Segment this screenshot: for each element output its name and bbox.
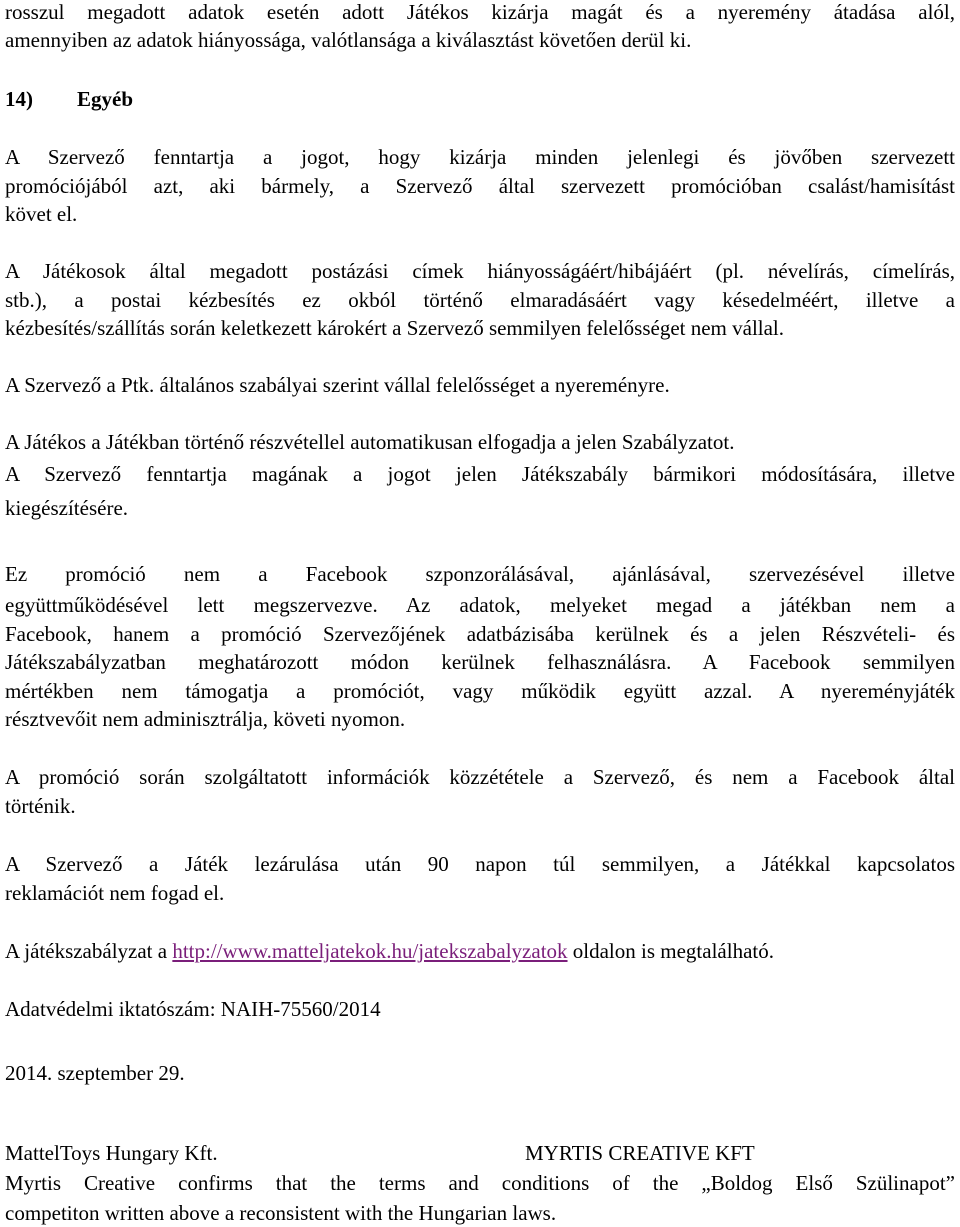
postazas-line-3: kézbesítés/szállítás során keletkezett károkért a Szervező semmilyen felelősséget nem vállal. <box>5 316 785 340</box>
link-paragraph <box>5 937 774 965</box>
facebook-line-5: mértékben nem támogatja a promóciót, vagy működik együtt azzal. A nyereményjáték <box>5 679 955 703</box>
facebook-line-3: Facebook, hanem a promóció Szervezőjének adatbázisába kerülnek és a jelen Részvételi- és <box>5 622 955 646</box>
section-number: 14) <box>5 87 33 111</box>
intro-line-2: amennyiben az adatok hiányossága, valótlansága a kiválasztást követően derül ki. <box>5 28 692 52</box>
reklamacio-line-1: A Szervező a Játék lezárulása után 90 napon túl semmilyen, a Játékkal kapcsolatos <box>5 852 955 876</box>
facebook-line-6: résztvevőit nem adminisztrálja, követi nyomon. <box>5 707 406 731</box>
informaciok-line-2: történik. <box>5 794 76 818</box>
rules-link[interactable]: http://www.matteljatekok.hu/jatekszabalyzatok <box>172 939 568 963</box>
szervezo-line-3: követ el. <box>5 202 78 226</box>
postazas-line-1: A Játékosok által megadott postázási címek hiányosságáért/hibájáért (pl. névelírás, címelírás, <box>5 259 955 283</box>
reklamacio-line-2: reklamációt nem fogad el. <box>5 881 225 905</box>
intro-line-1: rosszul megadott adatok esetén adott Játékos kizárja magát és a nyeremény átadása alól, <box>5 0 955 24</box>
link-text-after: oldalon is megtalálható. <box>567 939 774 963</box>
szervezo-line-1: A Szervező fenntartja a jogot, hogy kizárja minden jelenlegi és jövőben szervezett <box>5 145 955 169</box>
date-line: 2014. szeptember 29. <box>5 1061 185 1085</box>
facebook-line-1: Ez promóció nem a Facebook szponzorálásával, ajánlásával, szervezésével illetve <box>5 562 955 586</box>
confirm-line-2: competiton written above a reconsistent with the Hungarian laws. <box>5 1201 557 1225</box>
facebook-line-4: Játékszabályzatban meghatározott módon kerülnek felhasználásra. A Facebook semmilyen <box>5 650 955 674</box>
section-heading <box>5 85 133 113</box>
informaciok-line-1: A promóció során szolgáltatott információk közzététele a Szervező, és nem a Facebook által <box>5 765 955 789</box>
ptk-line: A Szervező a Ptk. általános szabályai szerint vállal felelősséget a nyereményre. <box>5 373 670 397</box>
signature-left: MattelToys Hungary Kft. <box>5 1141 218 1165</box>
facebook-line-2: együttműködésével lett megszervezve. Az adatok, melyeket megad a játékban nem a <box>5 593 955 617</box>
postazas-line-2: stb.), a postai kézbesítés ez okból történő elmaradásáért vagy késedelméért, illetve a <box>5 288 955 312</box>
adatvedelmi-line: Adatvédelmi iktatószám: NAIH-75560/2014 <box>5 997 381 1021</box>
signature-right: MYRTIS CREATIVE KFT <box>525 1141 755 1165</box>
section-title: Egyéb <box>77 87 134 111</box>
elfogad-line-2: A Szervező fenntartja magának a jogot jelen Játékszabály bármikori módosítására, illetve <box>5 462 955 486</box>
szervezo-line-2: promóciójából azt, aki bármely, a Szervező által szervezett promócióban csalást/hamisítást <box>5 174 955 198</box>
link-text-before: A játékszabályzat a <box>5 939 173 963</box>
elfogad-line-1: A Játékos a Játékban történő részvétellel automatikusan elfogadja a jelen Szabályzatot. <box>5 430 735 454</box>
elfogad-line-3: kiegészítésére. <box>5 496 129 520</box>
confirm-line-1: Myrtis Creative confirms that the terms and conditions of the „Boldog Első Szülinapot” <box>5 1171 955 1195</box>
